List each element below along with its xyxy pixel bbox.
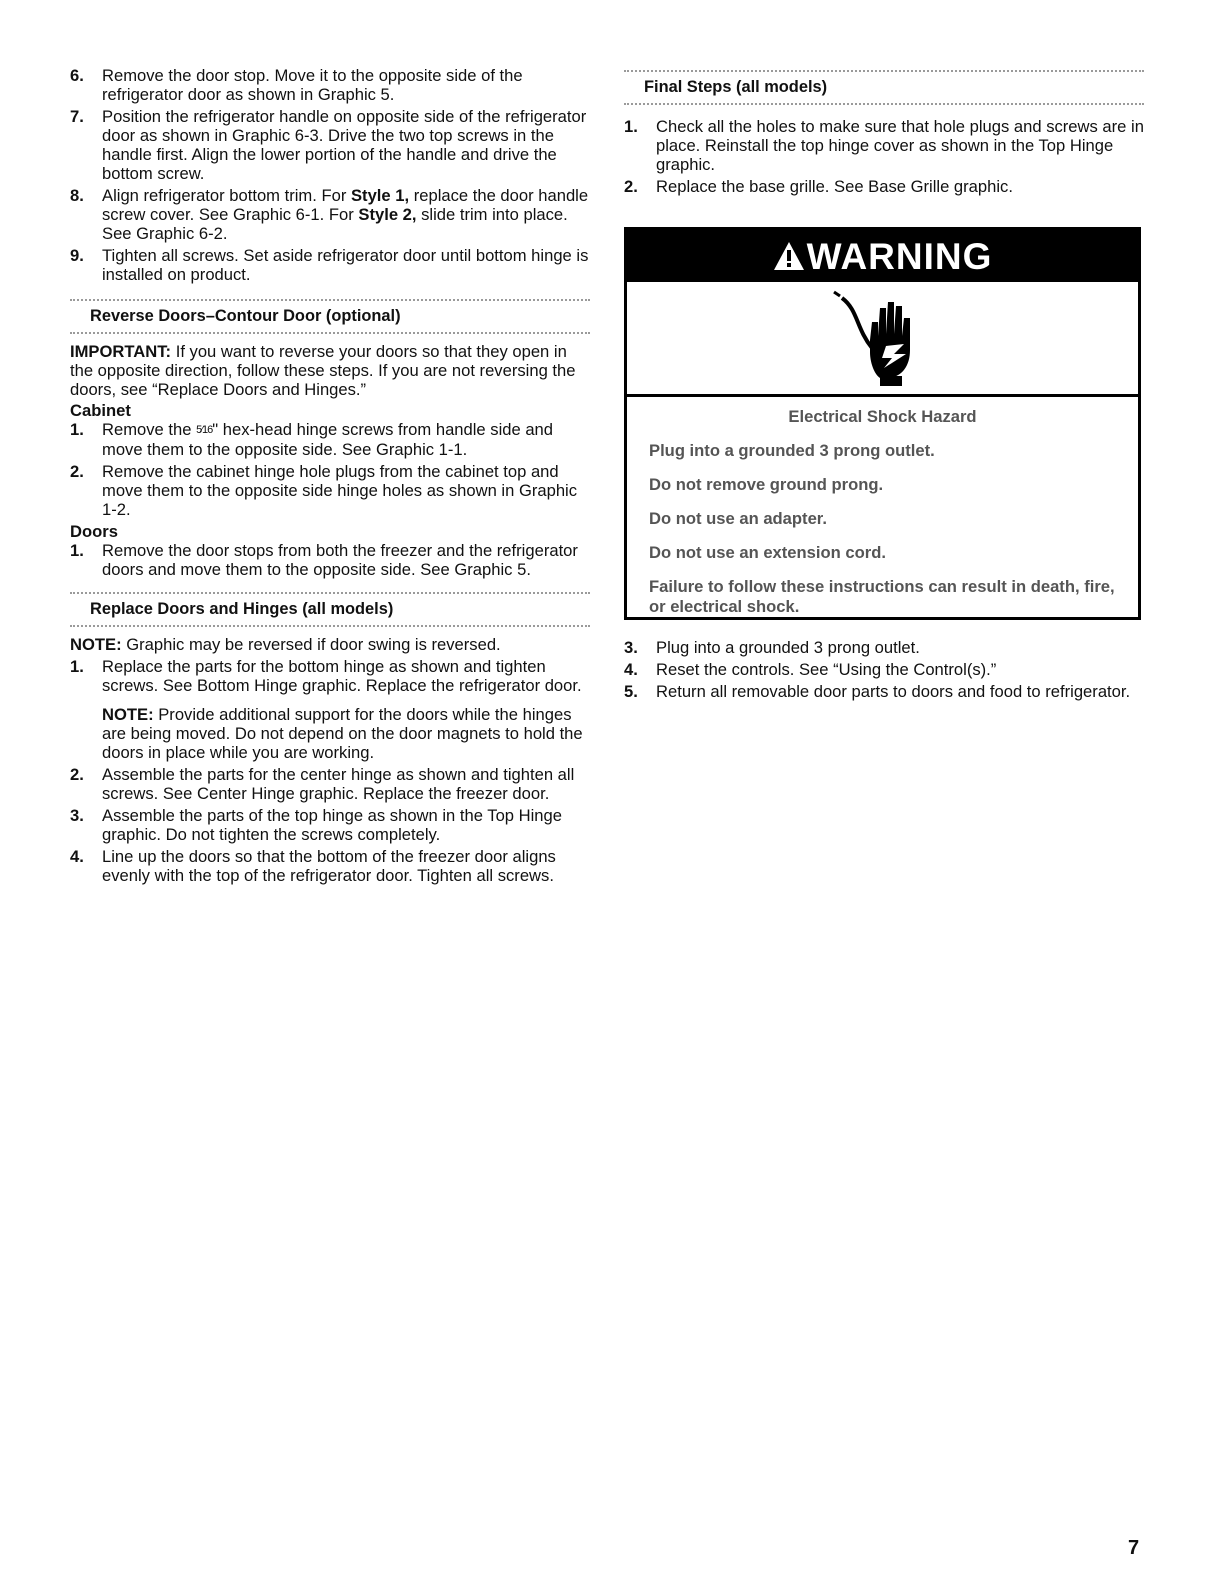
warning-line: Do not use an adapter.	[649, 509, 827, 528]
list-item: 4. Line up the doors so that the bottom of the freezer door aligns evenly with the top of the refrigerator door. Tighten all screws.	[70, 847, 556, 885]
warning-title: WARNING	[806, 235, 993, 277]
list-item: 8. Align refrigerator bottom trim. For Style 1, replace the door handle screw cover. See Graphic 6-1. For Style 2, slide trim into place. See Graphic 6-2.	[70, 186, 589, 243]
note-paragraph: NOTE: Graphic may be reversed if door swing is reversed.	[70, 635, 501, 654]
list-item: 9. Tighten all screws. Set aside refrigerator door until bottom hinge is installed on product.	[70, 246, 589, 284]
warning-line: Do not remove ground prong.	[649, 475, 884, 494]
dotted-divider	[70, 625, 590, 627]
list-item: 5. Return all removable door parts to doors and food to refrigerator.	[624, 682, 1131, 701]
section-heading-reverse-doors: Reverse Doors–Contour Door (optional)	[90, 307, 401, 325]
doors-heading: Doors	[70, 522, 118, 541]
list-item: 1. Remove the door stops from both the freezer and the refrigerator doors and move them to the opposite side. See Graphic 5.	[70, 541, 578, 579]
door-steps-list	[70, 66, 590, 284]
warning-graphic	[627, 282, 1138, 397]
dotted-divider	[70, 332, 590, 334]
left-column	[70, 66, 590, 888]
after-warning-column	[624, 638, 1144, 704]
page-number: 7	[1128, 1537, 1140, 1559]
list-item: 1. Remove the 5⁄16" hex-head hinge screws from handle side and move them to the opposite side. See Graphic 1-1.	[70, 420, 554, 459]
list-item: 1. Replace the parts for the bottom hinge as shown and tighten screws. See Bottom Hinge graphic. Replace the refrigerator door. NOTE: Provide additional support for the doors while the hinges are being moved. Do not depend on the door magnets to hold the doors in place while you are working.	[70, 657, 590, 762]
warning-line: Do not use an extension cord.	[649, 543, 886, 562]
section-heading-replace-doors: Replace Doors and Hinges (all models)	[90, 600, 394, 618]
list-item: 1. Check all the holes to make sure that hole plugs and screws are in place. Reinstall the top hinge cover as shown in the Top Hinge graphic.	[624, 117, 1144, 174]
right-column	[624, 70, 1144, 199]
list-item: 3. Plug into a grounded 3 prong outlet.	[624, 638, 920, 657]
hazard-title: Electrical Shock Hazard	[788, 407, 977, 426]
list-item: 2. Remove the cabinet hinge hole plugs from the cabinet top and move them to the opposite side hinge holes as shown in Graphic 1-2.	[70, 462, 578, 519]
cabinet-heading: Cabinet	[70, 401, 131, 420]
warning-box	[624, 227, 1141, 620]
list-item: 2. Assemble the parts for the center hinge as shown and tighten all screws. See Center Hinge graphic. Replace the freezer door.	[70, 765, 575, 803]
important-paragraph: IMPORTANT: If you want to reverse your doors so that they open in the opposite direction, follow these steps. If you are not reversing the doors, see “Replace Doors and Hinges.”	[70, 342, 576, 399]
list-item: 7. Position the refrigerator handle on opposite side of the refrigerator door as shown in Graphic 6-3. Drive the two top screws in the handle first. Align the lower portion of the handle and drive the bottom screw.	[70, 107, 587, 183]
warning-line: Failure to follow these instructions can result in death, fire, or electrical shock.	[649, 577, 1115, 616]
warning-header	[627, 230, 1138, 282]
list-item: 2. Replace the base grille. See Base Grille graphic.	[624, 177, 1013, 196]
dotted-divider	[624, 103, 1144, 105]
step-note: NOTE: Provide additional support for the doors while the hinges are being moved. Do not depend on the door magnets to hold the doors in place while you are working.	[102, 705, 583, 762]
replace-steps-list	[70, 657, 590, 885]
list-item: 6. Remove the door stop. Move it to the opposite side of the refrigerator door as shown in Graphic 5.	[70, 66, 523, 104]
list-item: 4. Reset the controls. See “Using the Control(s).”	[624, 660, 997, 679]
after-warning-steps-list	[624, 638, 1144, 701]
doors-steps-list	[70, 541, 590, 579]
warning-body	[627, 397, 1138, 617]
final-steps-list	[624, 117, 1144, 196]
warning-triangle-icon	[773, 241, 805, 271]
cabinet-steps-list	[70, 420, 590, 519]
electrical-shock-hand-icon	[828, 288, 938, 388]
list-item: 3. Assemble the parts of the top hinge as shown in the Top Hinge graphic. Do not tighten the screws completely.	[70, 806, 562, 844]
warning-line: Plug into a grounded 3 prong outlet.	[649, 441, 935, 460]
section-heading-final-steps: Final Steps (all models)	[644, 78, 828, 96]
